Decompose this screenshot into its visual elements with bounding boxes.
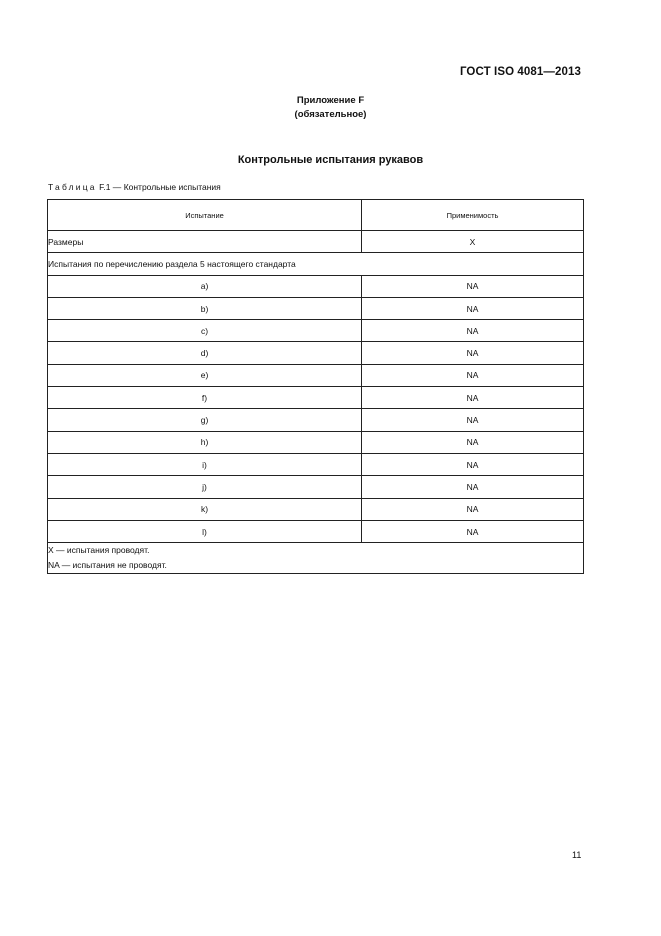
table-caption-prefix: Таблица: [48, 182, 97, 192]
table-row-section: [48, 253, 584, 275]
applicability-cell: NA: [362, 364, 584, 386]
dimensions-value-cell: X: [362, 231, 584, 253]
table-row-dimensions: [48, 231, 584, 253]
table-row: [48, 498, 584, 520]
table-header-row: [48, 200, 584, 231]
page-number: 11: [572, 850, 582, 860]
document-title: Контрольные испытания рукавов: [237, 154, 424, 166]
table-row: [48, 476, 584, 498]
test-item-cell: k): [48, 498, 362, 520]
table-row: [48, 409, 584, 431]
table-notes-row: [48, 543, 584, 574]
test-item-cell: b): [48, 297, 362, 319]
applicability-cell: NA: [362, 342, 584, 364]
table-row: [48, 342, 584, 364]
table-notes-cell: [48, 543, 584, 574]
table-row: [48, 520, 584, 542]
test-item-cell: c): [48, 320, 362, 342]
applicability-cell: NA: [362, 453, 584, 475]
test-item-cell: d): [48, 342, 362, 364]
annex-heading: [0, 94, 661, 122]
test-item-cell: l): [48, 520, 362, 542]
table-row: [48, 387, 584, 409]
test-item-cell: a): [48, 275, 362, 297]
test-item-cell: i): [48, 453, 362, 475]
annex-title: Приложение F: [296, 95, 365, 106]
control-tests-table: [47, 199, 584, 574]
table-row: [48, 364, 584, 386]
applicability-cell: NA: [362, 498, 584, 520]
table-row: [48, 297, 584, 319]
standard-code: ГОСТ ISO 4081—2013: [459, 66, 581, 78]
dimensions-test-cell: Размеры: [48, 231, 362, 253]
section-heading-cell: Испытания по перечислению раздела 5 настоящего стандарта: [48, 253, 584, 275]
table-row: [48, 275, 584, 297]
applicability-cell: NA: [362, 409, 584, 431]
table-caption-number: F.1 —: [99, 182, 122, 192]
table-row: [48, 453, 584, 475]
header-test: Испытание: [48, 200, 362, 231]
applicability-cell: NA: [362, 476, 584, 498]
test-item-cell: e): [48, 364, 362, 386]
table-row: [48, 431, 584, 453]
applicability-cell: NA: [362, 275, 584, 297]
applicability-cell: NA: [362, 387, 584, 409]
note-na: NA — испытания не проводят.: [48, 560, 167, 571]
test-item-cell: f): [48, 387, 362, 409]
table-caption: [48, 182, 221, 192]
header-applicability: Применимость: [362, 200, 584, 231]
applicability-cell: NA: [362, 320, 584, 342]
applicability-cell: NA: [362, 431, 584, 453]
table-caption-title: Контрольные испытания: [123, 182, 221, 192]
test-item-cell: g): [48, 409, 362, 431]
annex-status: (обязательное): [294, 109, 367, 120]
table-row: [48, 320, 584, 342]
applicability-cell: NA: [362, 520, 584, 542]
applicability-cell: NA: [362, 297, 584, 319]
test-item-cell: j): [48, 476, 362, 498]
test-item-cell: h): [48, 431, 362, 453]
note-x: X — испытания проводят.: [48, 545, 150, 556]
